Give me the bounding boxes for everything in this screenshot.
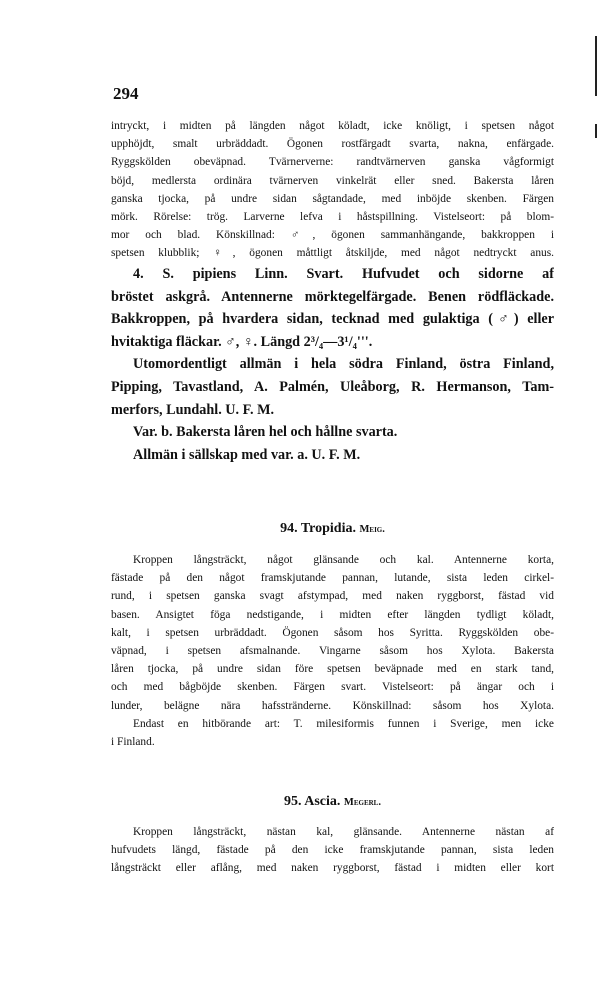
text-line: ganska tjocka, på undre sidan sågtandade, med inböjde skenben. Färgen [111,192,554,205]
text-line: hufvudets längd, fästade på den icke framskjutande pannan, sista leden [111,844,554,857]
text-line: mor och blad. Könskillnad: ♂, ögonen sammanhängande, bakkroppen i [111,229,554,242]
genus-heading-tropidia [111,507,554,551]
variety-line: Allmän i sällskap med var. a. U. F. M. [133,446,361,463]
genus-number: 94. [280,521,298,536]
text-line: Bakkroppen, på hvardera sidan, tecknad med gulaktiga (♂) eller [111,311,554,328]
text-line: lunder, belägne nära hafsstränderne. Könskillnad: såsom hos Xylota. [111,699,554,712]
text-line: basen. Ansigtet föga nedstigande, i midten efter längden tydligt köladt, [111,608,554,621]
genus-description-tropidia [111,551,554,751]
text-line: fästade på den något framskjutande pannan, lutande, sista leden cirkel- [111,572,554,585]
scan-edge-mark [595,124,597,138]
locality-line: Utomordentligt allmän i hela södra Finland, östra Finland, [133,356,554,373]
species-title-line: 4. S. pipiens Linn. Svart. Hufvudet och sidorne af [133,266,554,282]
page-number: 294 [113,84,139,103]
genus-number: 95. [284,794,302,809]
genus-name: Ascia. [304,794,341,809]
text-line: böjd, medlersta ordinära tvärnerven vinkelrät eller sned. Bakersta låren [111,174,554,187]
text-line: väpnad, i spetsen afsmalnande. Vingarne såsom hos Xylota. Bakersta [111,644,554,657]
text-line: hvitaktiga fläckar. ♂, ♀. Längd 2³/₄—3¹/₄'''. [111,333,373,350]
locality-line: Pipping, Tavastland, A. Palmén, Uleåborg, R. Hermanson, Tam- [111,378,554,395]
text-line: låren tjocka, på undre sidan före spetsen beväpnade med en stark tand, [111,663,554,676]
text-line: spetsen klubblik; ♀, ögonen måttligt åtskiljde, med något nedtryckt anus. [111,247,554,260]
text-line: bröstet askgrå. Antennerne mörktegelfärgade. Benen rödfläckade. [111,288,554,305]
text-line: rund, i spetsen ganska svagt afstympad, med naken ryggborst, fästad vid [111,590,554,603]
genus-description-ascia [111,823,554,878]
genus-author: Megerl. [343,797,381,808]
scan-edge-mark [595,36,597,96]
text-line: Endast en hitbörande art: T. milesiformis funnen i Sverige, men icke [133,717,554,730]
text-line: intryckt, i midten på längden något köladt, icke knöligt, i spetsen något [111,120,554,132]
locality-line: merfors, Lundahl. U. F. M. [111,401,275,418]
text-line: kalt, i spetsen urbräddadt. Ögonen såsom hos Syritta. Ryggskölden obe- [111,626,554,639]
text-line: och med bågböjde skenben. Färgen svart. Vistelseort: på ängar och i [111,681,554,694]
genus-name: Tropidia. [300,521,356,536]
text-line: i Finland. [111,735,155,748]
text-line: Kroppen långsträckt, något glänsande och kal. Antennerne korta, [133,554,554,566]
genus-author: Meig. [359,524,385,535]
text-line: Kroppen långsträckt, nästan kal, glänsande. Antennerne nästan af [133,826,554,838]
variety-line: Var. b. Bakersta låren hel och hållne svarta. [133,424,398,441]
text-line: mörk. Rörelse: trög. Larverne lefva i håstspillning. Vistelseort: på blom- [111,210,554,223]
genus-description-continued [111,117,554,263]
species-entry-pipiens [111,263,554,466]
genus-heading-ascia [111,780,554,824]
text-line: långsträckt eller aflång, med naken ryggborst, fästad i midten eller kort [111,862,554,875]
text-line: Ryggskölden obeväpnad. Tvärnerverne: randtvärnerven ganska vågformigt [111,156,554,169]
text-line: upphöjdt, smalt urbräddadt. Ögonen rostfärgadt svarta, nakna, enfärgade. [111,138,554,151]
